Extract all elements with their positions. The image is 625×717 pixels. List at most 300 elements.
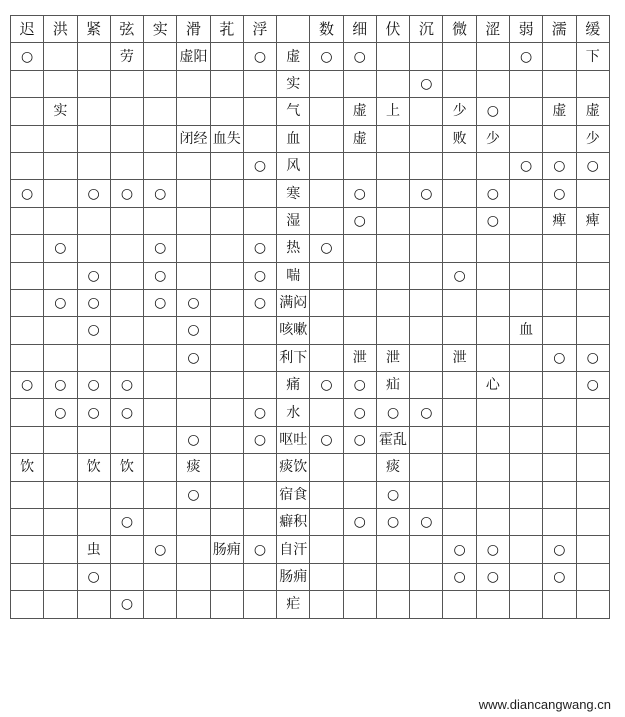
table-cell: 实 (44, 98, 77, 125)
symptom-cell: 水 (277, 399, 310, 426)
table-cell (509, 481, 542, 508)
table-cell (410, 591, 443, 618)
table-cell (509, 591, 542, 618)
table-cell (443, 399, 476, 426)
symptom-cell: 呕吐 (277, 426, 310, 453)
table-cell (443, 289, 476, 316)
table-cell (144, 509, 177, 536)
table-cell (144, 207, 177, 234)
table-cell (410, 372, 443, 399)
table-cell (243, 481, 276, 508)
table-cell: ○ (144, 289, 177, 316)
table-cell (509, 563, 542, 590)
table-cell: ○ (77, 372, 110, 399)
table-cell: ○ (576, 344, 609, 371)
table-cell (310, 344, 343, 371)
table-cell: ○ (343, 180, 376, 207)
table-cell (509, 98, 542, 125)
table-cell: ○ (410, 399, 443, 426)
table-cell (177, 536, 210, 563)
table-cell (576, 235, 609, 262)
table-cell (110, 152, 143, 179)
column-header: 弱 (509, 16, 542, 43)
table-row (11, 317, 610, 344)
table-cell (177, 98, 210, 125)
table-cell (144, 399, 177, 426)
column-header: 弦 (110, 16, 143, 43)
table-cell: ○ (110, 509, 143, 536)
table-cell (210, 372, 243, 399)
header-row (11, 16, 610, 43)
table-cell (343, 481, 376, 508)
table-cell (243, 591, 276, 618)
table-cell (210, 591, 243, 618)
table-row (11, 235, 610, 262)
table-cell (243, 98, 276, 125)
table-cell (110, 317, 143, 344)
table-cell (543, 43, 576, 70)
table-cell (44, 481, 77, 508)
table-cell (543, 399, 576, 426)
table-cell (144, 125, 177, 152)
table-cell: ○ (476, 536, 509, 563)
table-cell (343, 70, 376, 97)
table-row (11, 98, 610, 125)
table-cell (576, 399, 609, 426)
table-cell: ○ (110, 591, 143, 618)
table-cell (476, 43, 509, 70)
table-cell: 少 (476, 125, 509, 152)
table-cell (44, 70, 77, 97)
table-cell (443, 509, 476, 536)
table-cell (576, 536, 609, 563)
table-cell (310, 262, 343, 289)
table-cell (543, 426, 576, 453)
table-cell (343, 289, 376, 316)
table-cell (210, 454, 243, 481)
table-cell (543, 317, 576, 344)
table-cell: ○ (410, 509, 443, 536)
column-header: 缓 (576, 16, 609, 43)
table-cell: 败 (443, 125, 476, 152)
table-cell (343, 563, 376, 590)
table-cell (110, 563, 143, 590)
table-cell: 血 (509, 317, 542, 344)
symptom-cell: 宿食 (277, 481, 310, 508)
table-cell (210, 399, 243, 426)
table-cell (443, 372, 476, 399)
table-cell: ○ (110, 372, 143, 399)
table-row (11, 207, 610, 234)
table-cell (177, 399, 210, 426)
table-cell (11, 399, 44, 426)
table-cell (476, 481, 509, 508)
table-cell: ○ (310, 372, 343, 399)
column-header: 滑 (177, 16, 210, 43)
table-cell: 劳 (110, 43, 143, 70)
table-cell: 虚 (543, 98, 576, 125)
table-cell: ○ (144, 536, 177, 563)
table-row (11, 262, 610, 289)
table-cell (443, 70, 476, 97)
table-cell (177, 591, 210, 618)
table-cell: 饮 (11, 454, 44, 481)
symptom-cell: 痰饮 (277, 454, 310, 481)
table-cell (376, 125, 409, 152)
table-cell: ○ (376, 509, 409, 536)
table-cell (210, 344, 243, 371)
table-cell (243, 317, 276, 344)
table-cell (543, 372, 576, 399)
table-cell (509, 536, 542, 563)
table-cell (343, 536, 376, 563)
table-cell: ○ (476, 563, 509, 590)
column-header: 沉 (410, 16, 443, 43)
table-cell (210, 180, 243, 207)
table-cell (410, 262, 443, 289)
table-cell (376, 289, 409, 316)
table-cell (210, 43, 243, 70)
table-cell (509, 289, 542, 316)
symptom-cell: 血 (277, 125, 310, 152)
table-cell (509, 207, 542, 234)
symptom-cell: 疟 (277, 591, 310, 618)
table-cell (443, 180, 476, 207)
table-cell: ○ (177, 289, 210, 316)
table-cell (77, 509, 110, 536)
table-cell: ○ (543, 152, 576, 179)
table-cell: ○ (11, 43, 44, 70)
table-cell: ○ (343, 207, 376, 234)
table-cell (410, 563, 443, 590)
table-cell: ○ (144, 262, 177, 289)
table-cell (509, 180, 542, 207)
column-header: 实 (144, 16, 177, 43)
table-cell (509, 372, 542, 399)
table-cell: ○ (543, 344, 576, 371)
table-cell (476, 344, 509, 371)
table-cell: ○ (343, 372, 376, 399)
column-header: 细 (343, 16, 376, 43)
table-cell (410, 317, 443, 344)
table-cell (310, 125, 343, 152)
table-cell (410, 125, 443, 152)
table-cell (144, 43, 177, 70)
table-cell (476, 317, 509, 344)
table-row (11, 454, 610, 481)
table-cell (243, 454, 276, 481)
table-cell (476, 289, 509, 316)
table-cell (310, 563, 343, 590)
table-cell (110, 289, 143, 316)
column-header: 迟 (11, 16, 44, 43)
table-cell: ○ (243, 399, 276, 426)
table-cell (509, 454, 542, 481)
table-cell: ○ (44, 399, 77, 426)
table-cell (77, 98, 110, 125)
table-cell: 泄 (343, 344, 376, 371)
table-cell (210, 98, 243, 125)
table-cell: ○ (77, 262, 110, 289)
table-cell (77, 481, 110, 508)
table-cell: ○ (376, 399, 409, 426)
table-cell (476, 426, 509, 453)
symptom-cell: 风 (277, 152, 310, 179)
table-cell: ○ (310, 235, 343, 262)
table-cell (11, 509, 44, 536)
table-cell (11, 98, 44, 125)
table-row (11, 152, 610, 179)
table-cell (110, 262, 143, 289)
table-cell (44, 591, 77, 618)
column-header: 濡 (543, 16, 576, 43)
table-row (11, 563, 610, 590)
table-cell: ○ (243, 262, 276, 289)
table-cell (144, 426, 177, 453)
table-cell (11, 289, 44, 316)
table-cell: ○ (476, 98, 509, 125)
table-row (11, 70, 610, 97)
table-cell: 血失 (210, 125, 243, 152)
table-cell (509, 426, 542, 453)
table-cell (576, 289, 609, 316)
table-cell: ○ (576, 372, 609, 399)
table-cell (210, 70, 243, 97)
table-cell: ○ (44, 372, 77, 399)
table-cell: ○ (11, 180, 44, 207)
table-cell (243, 372, 276, 399)
table-cell (177, 563, 210, 590)
table-cell: ○ (77, 399, 110, 426)
table-row (11, 509, 610, 536)
table-cell (476, 591, 509, 618)
table-cell (210, 481, 243, 508)
table-cell (210, 426, 243, 453)
table-cell: ○ (443, 262, 476, 289)
table-cell (110, 536, 143, 563)
table-row (11, 180, 610, 207)
table-cell (576, 563, 609, 590)
table-cell (77, 125, 110, 152)
table-cell (144, 152, 177, 179)
table-cell: ○ (343, 399, 376, 426)
table-cell (310, 399, 343, 426)
table-cell (509, 235, 542, 262)
table-cell (476, 454, 509, 481)
table-cell (376, 180, 409, 207)
table-cell: ○ (343, 426, 376, 453)
column-header (277, 16, 310, 43)
table-cell: ○ (509, 152, 542, 179)
table-cell (509, 70, 542, 97)
table-cell (77, 207, 110, 234)
table-cell (410, 426, 443, 453)
table-cell (576, 454, 609, 481)
table-cell: 痺 (576, 207, 609, 234)
symptom-cell: 寒 (277, 180, 310, 207)
table-cell (443, 43, 476, 70)
table-cell (410, 207, 443, 234)
table-cell: ○ (44, 235, 77, 262)
table-cell (210, 207, 243, 234)
table-cell (443, 591, 476, 618)
column-header: 洪 (44, 16, 77, 43)
table-cell (476, 70, 509, 97)
table-cell (144, 481, 177, 508)
table-cell (144, 317, 177, 344)
table-cell (44, 344, 77, 371)
table-cell (410, 536, 443, 563)
pulse-table (10, 15, 610, 619)
table-cell (177, 509, 210, 536)
table-cell (177, 262, 210, 289)
table-cell: ○ (144, 180, 177, 207)
table-cell (576, 426, 609, 453)
table-cell: ○ (77, 180, 110, 207)
table-cell (443, 207, 476, 234)
table-cell: ○ (243, 426, 276, 453)
table-cell: 肠痈 (210, 536, 243, 563)
table-cell (144, 454, 177, 481)
table-cell (576, 591, 609, 618)
table-cell (310, 207, 343, 234)
table-cell: ○ (443, 536, 476, 563)
table-cell (576, 180, 609, 207)
table-cell: 痺 (543, 207, 576, 234)
table-cell: ○ (476, 180, 509, 207)
table-cell (110, 481, 143, 508)
table-cell (11, 563, 44, 590)
table-cell (11, 70, 44, 97)
table-cell (543, 70, 576, 97)
table-cell (177, 180, 210, 207)
table-cell (576, 481, 609, 508)
table-cell (576, 509, 609, 536)
table-cell (443, 235, 476, 262)
table-cell (177, 372, 210, 399)
table-cell (543, 591, 576, 618)
table-cell (543, 454, 576, 481)
table-cell: ○ (376, 481, 409, 508)
table-cell (509, 125, 542, 152)
table-cell (410, 98, 443, 125)
table-cell (476, 262, 509, 289)
table-cell (110, 207, 143, 234)
table-cell (77, 70, 110, 97)
table-cell (210, 152, 243, 179)
table-cell (343, 317, 376, 344)
table-cell (376, 43, 409, 70)
table-cell (376, 563, 409, 590)
table-cell (210, 289, 243, 316)
table-cell (410, 152, 443, 179)
table-cell (376, 536, 409, 563)
table-cell (243, 180, 276, 207)
table-body (11, 43, 610, 618)
table-cell (376, 70, 409, 97)
table-cell (243, 125, 276, 152)
table-cell (410, 235, 443, 262)
table-cell: ○ (543, 536, 576, 563)
table-cell (11, 317, 44, 344)
symptom-cell: 肠痈 (277, 563, 310, 590)
symptom-cell: 热 (277, 235, 310, 262)
table-cell (210, 509, 243, 536)
table-cell (310, 481, 343, 508)
table-cell: ○ (243, 289, 276, 316)
table-cell: ○ (343, 509, 376, 536)
table-cell: 虫 (77, 536, 110, 563)
table-cell (343, 591, 376, 618)
table-cell (476, 399, 509, 426)
table-cell: 饮 (110, 454, 143, 481)
table-cell (177, 152, 210, 179)
table-cell (543, 289, 576, 316)
table-cell (110, 98, 143, 125)
table-cell: 上 (376, 98, 409, 125)
table-cell: ○ (509, 43, 542, 70)
table-cell: ○ (243, 43, 276, 70)
table-cell (177, 70, 210, 97)
table-cell (410, 289, 443, 316)
table-cell (44, 563, 77, 590)
table-cell (543, 509, 576, 536)
table-cell (310, 536, 343, 563)
table-cell (343, 235, 376, 262)
table-cell (443, 426, 476, 453)
table-cell (310, 509, 343, 536)
table-cell (177, 235, 210, 262)
table-cell (110, 70, 143, 97)
table-cell (44, 262, 77, 289)
table-cell: ○ (144, 235, 177, 262)
table-cell (443, 481, 476, 508)
table-cell: ○ (77, 563, 110, 590)
table-row (11, 125, 610, 152)
table-cell (11, 207, 44, 234)
table-cell: ○ (543, 563, 576, 590)
table-cell (576, 70, 609, 97)
table-cell (376, 207, 409, 234)
symptom-cell: 虚 (277, 43, 310, 70)
symptom-cell: 咳嗽 (277, 317, 310, 344)
table-cell (11, 591, 44, 618)
table-cell: 少 (576, 125, 609, 152)
table-cell (343, 454, 376, 481)
table-cell: ○ (177, 426, 210, 453)
table-cell: ○ (576, 152, 609, 179)
table-cell (576, 317, 609, 344)
table-cell (443, 454, 476, 481)
symptom-cell: 喘 (277, 262, 310, 289)
column-header: 芤 (210, 16, 243, 43)
table-cell: ○ (77, 317, 110, 344)
table-cell: ○ (177, 344, 210, 371)
table-cell: 下 (576, 43, 609, 70)
table-row (11, 289, 610, 316)
table-cell (11, 481, 44, 508)
table-cell (543, 262, 576, 289)
table-cell (144, 591, 177, 618)
table-cell (410, 43, 443, 70)
table-cell (44, 152, 77, 179)
table-row (11, 43, 610, 70)
table-cell (44, 317, 77, 344)
table-cell (509, 509, 542, 536)
symptom-cell: 满闷 (277, 289, 310, 316)
table-cell: 少 (443, 98, 476, 125)
table-cell: ○ (310, 43, 343, 70)
